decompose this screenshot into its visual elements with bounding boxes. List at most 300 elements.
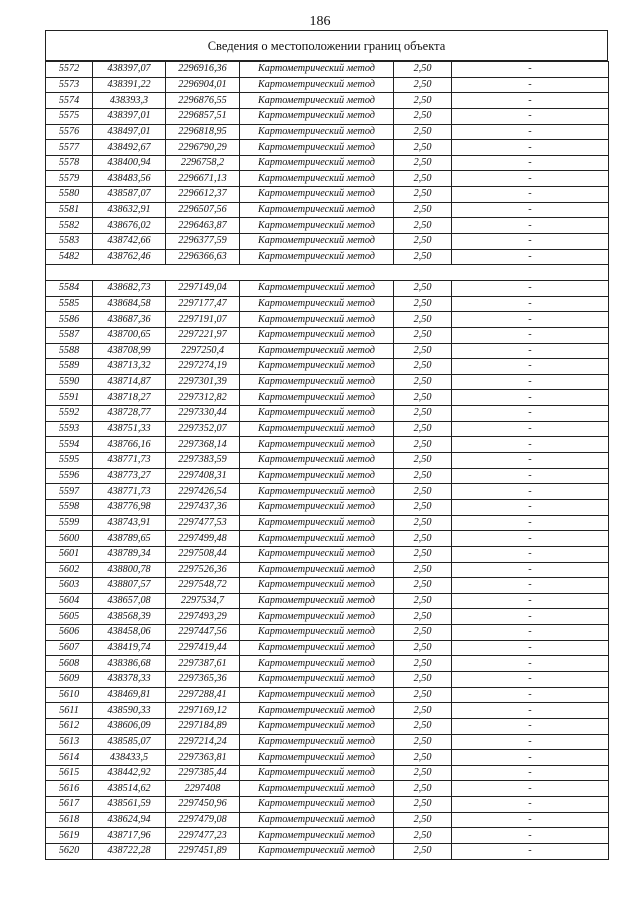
method-cell: Картометрический метод: [240, 202, 394, 218]
description-cell: -: [452, 187, 609, 203]
description-cell: -: [452, 343, 609, 359]
point-number-cell: 5617: [46, 797, 93, 813]
description-cell: -: [452, 202, 609, 218]
accuracy-cell: 2,50: [394, 515, 452, 531]
y-coordinate-cell: 2297368,14: [166, 437, 240, 453]
x-coordinate-cell: 438561,59: [93, 797, 166, 813]
accuracy-cell: 2,50: [394, 499, 452, 515]
description-cell: -: [452, 406, 609, 422]
accuracy-cell: 2,50: [394, 187, 452, 203]
table-row: [46, 234, 609, 250]
y-coordinate-cell: 2297450,96: [166, 797, 240, 813]
table-row: [46, 343, 609, 359]
x-coordinate-cell: 438714,87: [93, 374, 166, 390]
description-cell: -: [452, 453, 609, 469]
x-coordinate-cell: 438386,68: [93, 656, 166, 672]
x-coordinate-cell: 438713,32: [93, 359, 166, 375]
description-cell: -: [452, 515, 609, 531]
x-coordinate-cell: 438397,07: [93, 62, 166, 78]
point-number-cell: 5578: [46, 155, 93, 171]
description-cell: -: [452, 765, 609, 781]
accuracy-cell: 2,50: [394, 108, 452, 124]
method-cell: Картометрический метод: [240, 327, 394, 343]
y-coordinate-cell: 2297330,44: [166, 406, 240, 422]
accuracy-cell: 2,50: [394, 797, 452, 813]
accuracy-cell: 2,50: [394, 93, 452, 109]
method-cell: Картометрический метод: [240, 781, 394, 797]
method-cell: Картометрический метод: [240, 406, 394, 422]
method-cell: Картометрический метод: [240, 437, 394, 453]
description-cell: -: [452, 499, 609, 515]
y-coordinate-cell: 2297548,72: [166, 578, 240, 594]
x-coordinate-cell: 438722,28: [93, 844, 166, 860]
description-cell: -: [452, 280, 609, 296]
x-coordinate-cell: 438492,67: [93, 140, 166, 156]
description-cell: -: [452, 327, 609, 343]
method-cell: Картометрический метод: [240, 390, 394, 406]
y-coordinate-cell: 2297214,24: [166, 734, 240, 750]
table-row: [46, 656, 609, 672]
y-coordinate-cell: 2297363,81: [166, 750, 240, 766]
accuracy-cell: 2,50: [394, 437, 452, 453]
y-coordinate-cell: 2296904,01: [166, 77, 240, 93]
table-row: [46, 844, 609, 860]
point-number-cell: 5586: [46, 312, 93, 328]
y-coordinate-cell: 2296876,55: [166, 93, 240, 109]
point-number-cell: 5591: [46, 390, 93, 406]
description-cell: -: [452, 374, 609, 390]
y-coordinate-cell: 2297508,44: [166, 546, 240, 562]
accuracy-cell: 2,50: [394, 593, 452, 609]
x-coordinate-cell: 438743,91: [93, 515, 166, 531]
accuracy-cell: 2,50: [394, 734, 452, 750]
x-coordinate-cell: 438789,34: [93, 546, 166, 562]
description-cell: -: [452, 609, 609, 625]
method-cell: Картометрический метод: [240, 656, 394, 672]
method-cell: Картометрический метод: [240, 640, 394, 656]
point-number-cell: 5609: [46, 671, 93, 687]
accuracy-cell: 2,50: [394, 453, 452, 469]
method-cell: Картометрический метод: [240, 750, 394, 766]
x-coordinate-cell: 438442,92: [93, 765, 166, 781]
table-row: [46, 327, 609, 343]
description-cell: -: [452, 734, 609, 750]
point-number-cell: 5582: [46, 218, 93, 234]
x-coordinate-cell: 438632,91: [93, 202, 166, 218]
method-cell: Картометрический метод: [240, 93, 394, 109]
description-cell: -: [452, 124, 609, 140]
y-coordinate-cell: 2297447,56: [166, 625, 240, 641]
x-coordinate-cell: 438742,66: [93, 234, 166, 250]
table-row: [46, 828, 609, 844]
method-cell: Картометрический метод: [240, 578, 394, 594]
method-cell: Картометрический метод: [240, 62, 394, 78]
point-number-cell: 5608: [46, 656, 93, 672]
accuracy-cell: 2,50: [394, 546, 452, 562]
x-coordinate-cell: 438657,08: [93, 593, 166, 609]
table-row: [46, 155, 609, 171]
method-cell: Картометрический метод: [240, 374, 394, 390]
y-coordinate-cell: 2297274,19: [166, 359, 240, 375]
point-number-cell: 5596: [46, 468, 93, 484]
method-cell: Картометрический метод: [240, 734, 394, 750]
accuracy-cell: 2,50: [394, 249, 452, 265]
point-number-cell: 5587: [46, 327, 93, 343]
table-row: [46, 734, 609, 750]
method-cell: Картометрический метод: [240, 844, 394, 860]
y-coordinate-cell: 2297437,36: [166, 499, 240, 515]
y-coordinate-cell: 2296463,87: [166, 218, 240, 234]
x-coordinate-cell: 438771,73: [93, 484, 166, 500]
method-cell: Картометрический метод: [240, 797, 394, 813]
table-row: [46, 171, 609, 187]
x-coordinate-cell: 438751,33: [93, 421, 166, 437]
accuracy-cell: 2,50: [394, 609, 452, 625]
point-number-cell: 5607: [46, 640, 93, 656]
point-number-cell: 5577: [46, 140, 93, 156]
y-coordinate-cell: 2297426,54: [166, 484, 240, 500]
accuracy-cell: 2,50: [394, 562, 452, 578]
method-cell: Картометрический метод: [240, 359, 394, 375]
point-number-cell: 5588: [46, 343, 93, 359]
table-row: [46, 218, 609, 234]
table-row: [46, 515, 609, 531]
table-row: [46, 750, 609, 766]
table-title: Сведения о местоположении границ объекта: [45, 30, 608, 61]
point-number-cell: 5613: [46, 734, 93, 750]
point-number-cell: 5614: [46, 750, 93, 766]
y-coordinate-cell: 2297352,07: [166, 421, 240, 437]
table-row: [46, 140, 609, 156]
table-row: [46, 484, 609, 500]
description-cell: -: [452, 781, 609, 797]
description-cell: -: [452, 359, 609, 375]
x-coordinate-cell: 438590,33: [93, 703, 166, 719]
table-row: [46, 93, 609, 109]
accuracy-cell: 2,50: [394, 718, 452, 734]
table-row: [46, 671, 609, 687]
accuracy-cell: 2,50: [394, 750, 452, 766]
x-coordinate-cell: 438433,5: [93, 750, 166, 766]
method-cell: Картометрический метод: [240, 171, 394, 187]
x-coordinate-cell: 438585,07: [93, 734, 166, 750]
description-cell: -: [452, 171, 609, 187]
description-cell: -: [452, 140, 609, 156]
x-coordinate-cell: 438378,33: [93, 671, 166, 687]
x-coordinate-cell: 438762,46: [93, 249, 166, 265]
table-row: [46, 124, 609, 140]
accuracy-cell: 2,50: [394, 124, 452, 140]
x-coordinate-cell: 438773,27: [93, 468, 166, 484]
method-cell: Картометрический метод: [240, 124, 394, 140]
table-row: [46, 108, 609, 124]
table-row: [46, 546, 609, 562]
method-cell: Картометрический метод: [240, 312, 394, 328]
accuracy-cell: 2,50: [394, 406, 452, 422]
y-coordinate-cell: 2297387,61: [166, 656, 240, 672]
x-coordinate-cell: 438469,81: [93, 687, 166, 703]
y-coordinate-cell: 2297149,04: [166, 280, 240, 296]
x-coordinate-cell: 438497,01: [93, 124, 166, 140]
accuracy-cell: 2,50: [394, 671, 452, 687]
y-coordinate-cell: 2296916,36: [166, 62, 240, 78]
method-cell: Картометрический метод: [240, 671, 394, 687]
method-cell: Картометрический метод: [240, 155, 394, 171]
y-coordinate-cell: 2297408: [166, 781, 240, 797]
description-cell: -: [452, 234, 609, 250]
description-cell: -: [452, 703, 609, 719]
point-number-cell: 5576: [46, 124, 93, 140]
accuracy-cell: 2,50: [394, 844, 452, 860]
point-number-cell: 5610: [46, 687, 93, 703]
point-number-cell: 5611: [46, 703, 93, 719]
method-cell: Картометрический метод: [240, 562, 394, 578]
table-row: [46, 296, 609, 312]
table-row: [46, 453, 609, 469]
table-row: [46, 703, 609, 719]
accuracy-cell: 2,50: [394, 703, 452, 719]
accuracy-cell: 2,50: [394, 765, 452, 781]
point-number-cell: 5604: [46, 593, 93, 609]
method-cell: Картометрический метод: [240, 234, 394, 250]
x-coordinate-cell: 438766,16: [93, 437, 166, 453]
point-number-cell: 5603: [46, 578, 93, 594]
method-cell: Картометрический метод: [240, 249, 394, 265]
table-row: [46, 374, 609, 390]
point-number-cell: 5575: [46, 108, 93, 124]
method-cell: Картометрический метод: [240, 703, 394, 719]
accuracy-cell: 2,50: [394, 234, 452, 250]
method-cell: Картометрический метод: [240, 187, 394, 203]
x-coordinate-cell: 438587,07: [93, 187, 166, 203]
table-row: [46, 421, 609, 437]
description-cell: -: [452, 437, 609, 453]
x-coordinate-cell: 438684,58: [93, 296, 166, 312]
table-row: [46, 593, 609, 609]
x-coordinate-cell: 438718,27: [93, 390, 166, 406]
point-number-cell: 5592: [46, 406, 93, 422]
point-number-cell: 5599: [46, 515, 93, 531]
table-row: [46, 718, 609, 734]
method-cell: Картометрический метод: [240, 453, 394, 469]
method-cell: Картометрический метод: [240, 546, 394, 562]
point-number-cell: 5482: [46, 249, 93, 265]
y-coordinate-cell: 2297419,44: [166, 640, 240, 656]
coordinates-table: [45, 61, 609, 860]
x-coordinate-cell: 438568,39: [93, 609, 166, 625]
point-number-cell: 5574: [46, 93, 93, 109]
accuracy-cell: 2,50: [394, 155, 452, 171]
y-coordinate-cell: 2296377,59: [166, 234, 240, 250]
y-coordinate-cell: 2296818,95: [166, 124, 240, 140]
description-cell: -: [452, 593, 609, 609]
accuracy-cell: 2,50: [394, 531, 452, 547]
x-coordinate-cell: 438700,65: [93, 327, 166, 343]
description-cell: -: [452, 312, 609, 328]
table-row: [46, 781, 609, 797]
table-row: [46, 406, 609, 422]
table-row: [46, 499, 609, 515]
y-coordinate-cell: 2297177,47: [166, 296, 240, 312]
y-coordinate-cell: 2297451,89: [166, 844, 240, 860]
method-cell: Картометрический метод: [240, 593, 394, 609]
x-coordinate-cell: 438708,99: [93, 343, 166, 359]
table-row: [46, 390, 609, 406]
description-cell: -: [452, 625, 609, 641]
description-cell: -: [452, 62, 609, 78]
point-number-cell: 5594: [46, 437, 93, 453]
table-row: [46, 797, 609, 813]
y-coordinate-cell: 2297288,41: [166, 687, 240, 703]
x-coordinate-cell: 438624,94: [93, 812, 166, 828]
x-coordinate-cell: 438687,36: [93, 312, 166, 328]
description-cell: -: [452, 484, 609, 500]
point-number-cell: 5579: [46, 171, 93, 187]
method-cell: Картометрический метод: [240, 531, 394, 547]
table-row: [46, 202, 609, 218]
table-row: [46, 625, 609, 641]
point-number-cell: 5583: [46, 234, 93, 250]
method-cell: Картометрический метод: [240, 77, 394, 93]
accuracy-cell: 2,50: [394, 62, 452, 78]
x-coordinate-cell: 438789,65: [93, 531, 166, 547]
accuracy-cell: 2,50: [394, 421, 452, 437]
x-coordinate-cell: 438807,57: [93, 578, 166, 594]
table-row: [46, 62, 609, 78]
table-body: [46, 62, 609, 860]
method-cell: Картометрический метод: [240, 421, 394, 437]
description-cell: -: [452, 718, 609, 734]
table-row: [46, 280, 609, 296]
accuracy-cell: 2,50: [394, 296, 452, 312]
point-number-cell: 5612: [46, 718, 93, 734]
y-coordinate-cell: 2297312,82: [166, 390, 240, 406]
accuracy-cell: 2,50: [394, 781, 452, 797]
accuracy-cell: 2,50: [394, 484, 452, 500]
y-coordinate-cell: 2297184,89: [166, 718, 240, 734]
accuracy-cell: 2,50: [394, 812, 452, 828]
x-coordinate-cell: 438397,01: [93, 108, 166, 124]
separator-row: [46, 265, 609, 281]
accuracy-cell: 2,50: [394, 687, 452, 703]
description-cell: -: [452, 296, 609, 312]
description-cell: -: [452, 77, 609, 93]
y-coordinate-cell: 2296790,29: [166, 140, 240, 156]
x-coordinate-cell: 438419,74: [93, 640, 166, 656]
method-cell: Картометрический метод: [240, 499, 394, 515]
y-coordinate-cell: 2297191,07: [166, 312, 240, 328]
point-number-cell: 5600: [46, 531, 93, 547]
accuracy-cell: 2,50: [394, 578, 452, 594]
method-cell: Картометрический метод: [240, 718, 394, 734]
method-cell: Картометрический метод: [240, 280, 394, 296]
x-coordinate-cell: 438800,78: [93, 562, 166, 578]
point-number-cell: 5595: [46, 453, 93, 469]
y-coordinate-cell: 2297365,36: [166, 671, 240, 687]
method-cell: Картометрический метод: [240, 625, 394, 641]
table-row: [46, 77, 609, 93]
method-cell: Картометрический метод: [240, 140, 394, 156]
method-cell: Картометрический метод: [240, 828, 394, 844]
description-cell: -: [452, 421, 609, 437]
y-coordinate-cell: 2297383,59: [166, 453, 240, 469]
method-cell: Картометрический метод: [240, 515, 394, 531]
method-cell: Картометрический метод: [240, 484, 394, 500]
description-cell: -: [452, 687, 609, 703]
table-row: [46, 609, 609, 625]
y-coordinate-cell: 2297526,36: [166, 562, 240, 578]
y-coordinate-cell: 2297534,7: [166, 593, 240, 609]
y-coordinate-cell: 2296671,13: [166, 171, 240, 187]
y-coordinate-cell: 2297250,4: [166, 343, 240, 359]
point-number-cell: 5605: [46, 609, 93, 625]
table-row: [46, 249, 609, 265]
x-coordinate-cell: 438771,73: [93, 453, 166, 469]
y-coordinate-cell: 2297479,08: [166, 812, 240, 828]
point-number-cell: 5585: [46, 296, 93, 312]
accuracy-cell: 2,50: [394, 625, 452, 641]
point-number-cell: 5618: [46, 812, 93, 828]
accuracy-cell: 2,50: [394, 640, 452, 656]
description-cell: -: [452, 108, 609, 124]
accuracy-cell: 2,50: [394, 343, 452, 359]
description-cell: -: [452, 468, 609, 484]
accuracy-cell: 2,50: [394, 828, 452, 844]
x-coordinate-cell: 438682,73: [93, 280, 166, 296]
x-coordinate-cell: 438717,96: [93, 828, 166, 844]
accuracy-cell: 2,50: [394, 359, 452, 375]
description-cell: -: [452, 812, 609, 828]
table-row: [46, 437, 609, 453]
description-cell: -: [452, 546, 609, 562]
table-row: [46, 812, 609, 828]
description-cell: -: [452, 390, 609, 406]
y-coordinate-cell: 2296758,2: [166, 155, 240, 171]
page-number: 186: [309, 14, 331, 29]
accuracy-cell: 2,50: [394, 77, 452, 93]
accuracy-cell: 2,50: [394, 202, 452, 218]
y-coordinate-cell: 2297408,31: [166, 468, 240, 484]
y-coordinate-cell: 2297477,23: [166, 828, 240, 844]
point-number-cell: 5602: [46, 562, 93, 578]
point-number-cell: 5581: [46, 202, 93, 218]
table-row: [46, 312, 609, 328]
table-row: [46, 687, 609, 703]
accuracy-cell: 2,50: [394, 218, 452, 234]
method-cell: Картометрический метод: [240, 343, 394, 359]
description-cell: -: [452, 671, 609, 687]
point-number-cell: 5589: [46, 359, 93, 375]
method-cell: Картометрический метод: [240, 468, 394, 484]
point-number-cell: 5580: [46, 187, 93, 203]
description-cell: -: [452, 656, 609, 672]
point-number-cell: 5590: [46, 374, 93, 390]
accuracy-cell: 2,50: [394, 374, 452, 390]
y-coordinate-cell: 2297221,97: [166, 327, 240, 343]
x-coordinate-cell: 438400,94: [93, 155, 166, 171]
description-cell: -: [452, 844, 609, 860]
accuracy-cell: 2,50: [394, 468, 452, 484]
x-coordinate-cell: 438391,22: [93, 77, 166, 93]
accuracy-cell: 2,50: [394, 280, 452, 296]
y-coordinate-cell: 2297477,53: [166, 515, 240, 531]
point-number-cell: 5597: [46, 484, 93, 500]
point-number-cell: 5598: [46, 499, 93, 515]
accuracy-cell: 2,50: [394, 327, 452, 343]
table-row: [46, 765, 609, 781]
y-coordinate-cell: 2297493,29: [166, 609, 240, 625]
x-coordinate-cell: 438458,06: [93, 625, 166, 641]
